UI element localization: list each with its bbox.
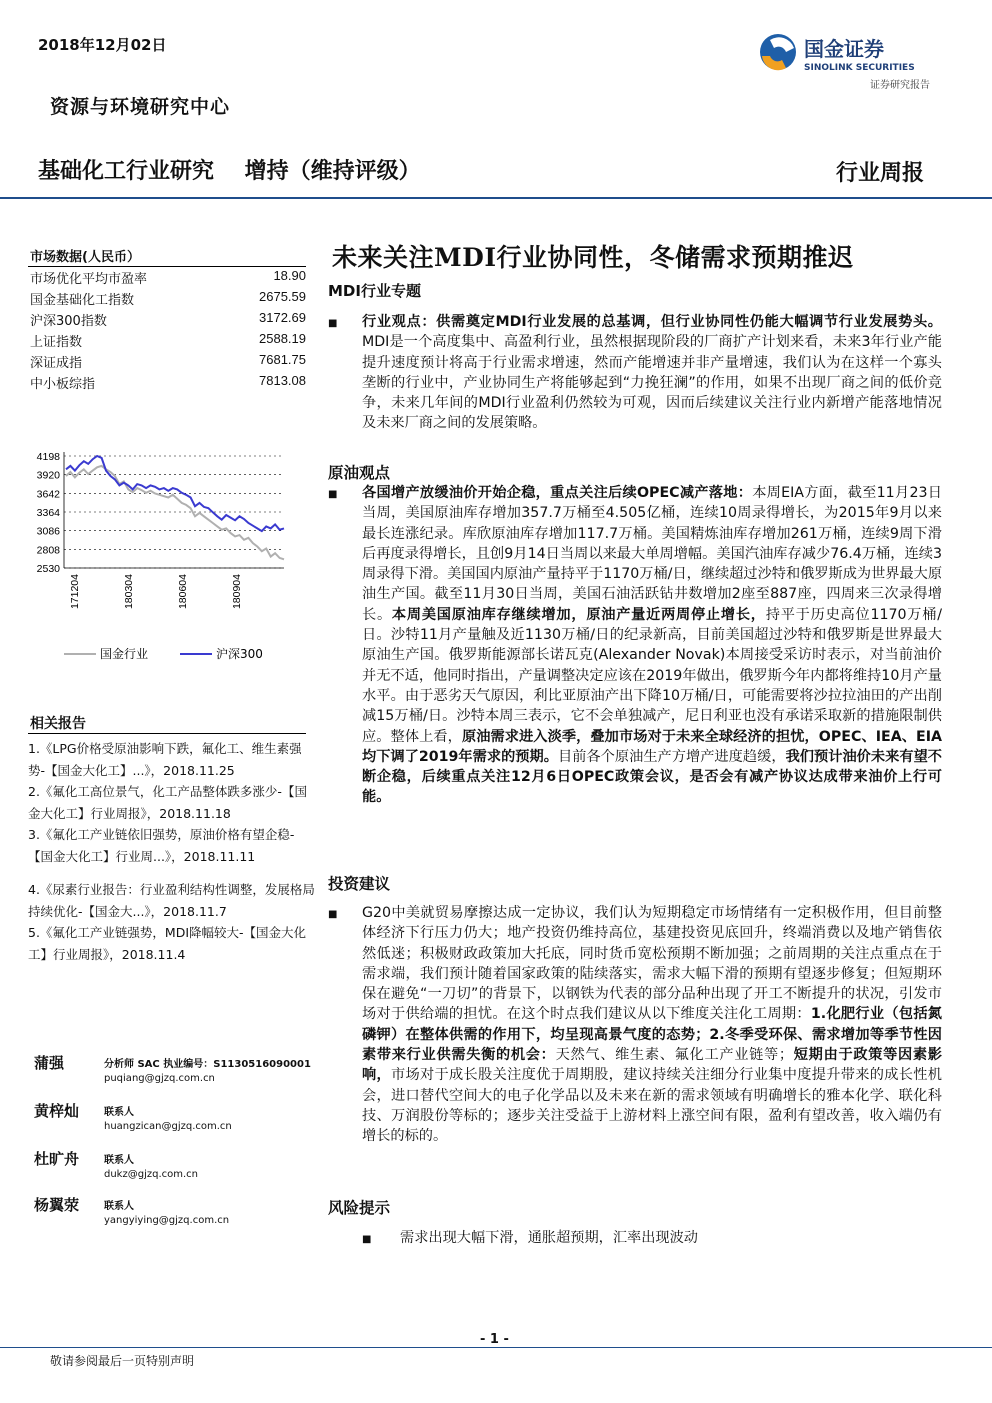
y-tick-label: 2808: [36, 544, 60, 557]
market-data-row: [30, 289, 306, 310]
bullet-icon: ■: [328, 318, 338, 329]
oil-bold-3: 原油需求进入淡季，叠加市场对于未来全球经济的担忧，OPEC、IEA、EIA均下调了2019年需求的预期。: [362, 728, 942, 765]
oil-text-3: 目前各个原油生产方增产进度趋缓，: [557, 748, 786, 765]
related-report-item[interactable]: 5.《氟化工产业链强势，MDI降幅较大-【国金大化工】行业周报》，2018.11.4: [28, 925, 307, 962]
series-line-0: [66, 466, 284, 559]
oil-view-paragraph: [328, 483, 943, 808]
logo-en-text: SINOLINK SECURITIES: [804, 63, 915, 73]
index-line-chart: [28, 440, 310, 680]
industry-view-lead: 行业观点：供需奠定MDI行业发展的总基调，但行业协同性仍能大幅调节行业发展势头。: [362, 314, 942, 330]
page-number: - 1 -: [480, 1332, 509, 1347]
y-tick-label: 3920: [36, 469, 60, 482]
report-date: 2018年12月02日: [38, 36, 167, 54]
report-subhead: MDI行业专题: [328, 282, 421, 300]
y-tick-label: 3642: [36, 488, 60, 501]
legend-label: 沪深300: [216, 647, 263, 661]
analyst-name: 杜旷舟: [34, 1150, 80, 1168]
y-tick-label: 3086: [36, 525, 60, 538]
market-data-divider: [28, 266, 306, 267]
section-invest-title: 投资建议: [328, 875, 391, 893]
analyst-role: 联系人: [104, 1155, 134, 1166]
x-tick-label: 180304: [123, 574, 135, 610]
y-tick-label: 2530: [36, 563, 60, 575]
section-oil-title: 原油观点: [328, 464, 391, 482]
invest-paragraph: [328, 903, 942, 1147]
oil-text-2: 持平于历史高位1170万桶/日。沙特11月产量触及近1130万桶/日的纪录新高，目前美国超过沙特和俄罗斯是世界最大原油生产国。俄罗斯能源部长诺瓦克(Alexander Novak)本周接受采访时表示，对当前油价并无不适，他同时指出，产量调整决定应该在2019年做出，俄罗斯今年内都将维持10月产量水平。由于恶劣天气原因，利比亚原油产出下降10万桶/日，可能需要将沙拉拉油田的产出削减15万桶/日。沙特本周三表示，它不会单独减产，尼日利亚也没有承诺采取新的措施限制供应。整体上看，: [362, 606, 942, 745]
logo-cn-text: 国金证券: [804, 37, 884, 61]
analyst-info: [104, 1058, 311, 1086]
report-type: 行业周报: [836, 160, 925, 186]
y-tick-label: 3364: [36, 507, 60, 519]
risk-text: 需求出现大幅下滑，通胀超预期，汇率出现波动: [400, 1230, 698, 1246]
analyst-role: 联系人: [104, 1201, 134, 1212]
analyst-info: [104, 1106, 232, 1134]
analyst-role: 联系人: [104, 1107, 134, 1118]
analyst-email[interactable]: huangzican@gjzq.com.cn: [104, 1121, 232, 1132]
report-headline: 未来关注MDI行业协同性，冬储需求预期推迟: [332, 243, 854, 272]
market-data-label: 市场优化平均市盈率: [30, 272, 148, 287]
related-reports-title: 相关报告: [30, 716, 86, 732]
related-report-item[interactable]: 4.《尿素行业报告：行业盈利结构性调整，发展格局持续优化-【国金大...》，2018.11.7: [28, 882, 315, 919]
invest-text-2: 天然气、维生素、氟化工产业链等；: [555, 1047, 794, 1064]
related-report-item[interactable]: 1.《LPG价格受原油影响下跌，氟化工、维生素强势-【国金大化工】...》，2018.11.25: [28, 741, 302, 778]
invest-bold-2: 短期由于政策等因素影响，: [362, 1047, 942, 1084]
analyst-email[interactable]: dukz@gjzq.com.cn: [104, 1169, 198, 1180]
market-data-label: 深证成指: [30, 356, 83, 371]
market-data-row: [30, 268, 306, 289]
header-divider: [0, 197, 992, 199]
y-tick-label: 4198: [36, 451, 60, 463]
oil-bold-4: 我们预计油价未来有望不断企稳，后续重点关注12月6日OPEC政策会议，是否会有减产协议达成带来油价上行可能。: [362, 748, 942, 806]
market-data-value: 2588.19: [259, 331, 306, 346]
market-data-row: [30, 310, 306, 331]
market-data-value: 18.90: [273, 268, 306, 283]
analyst-name: 蒲强: [34, 1054, 65, 1072]
industry-title: 基础化工行业研究 增持（维持评级）: [38, 159, 421, 184]
market-data-label: 上证指数: [30, 335, 83, 350]
market-data-row: [30, 331, 306, 352]
x-tick-label: 180604: [177, 574, 189, 610]
invest-text-3: 市场对于成长股关注度优于周期股，建议持续关注细分行业集中度提升带来的成长性机会，进口替代空间大的电子化学品以及未来在新的需求领域有明确增长的雅本化学、联化科技、万润股份等标的；逐步关注受益于上游材料上涨空间有限，盈利有望改善，收入端仍有增长的标的。: [362, 1067, 942, 1145]
analyst-role: 分析师 SAC 执业编号：S1130516090001: [104, 1059, 311, 1070]
analyst-info: [104, 1154, 198, 1182]
related-report-item[interactable]: 3.《氟化工产业链依旧强势，原油价格有望企稳-【国金大化工】行业周...》，2018.11.11: [28, 827, 295, 864]
market-data-value: 2675.59: [259, 289, 306, 304]
analyst-email[interactable]: puqiang@gjzq.com.cn: [104, 1073, 215, 1084]
x-tick-label: 180904: [231, 574, 243, 610]
footer-divider: [0, 1347, 992, 1348]
industry-view-text: MDI是一个高度集中、高盈利行业，虽然根据现阶段的厂商扩产计划来看，未来3年行业产能提升速度预计将高于行业需求增速，然而产能增速并非产量增速，我们认为在这样一个寡头垄断的行业中，产业协同生产将能够起到“力挽狂澜”的作用，如果不出现厂商之间的低价竞争，未来几年间的MDI行业盈利仍然较为可观，因而后续建议关注行业内新增产能落地情况及未来厂商之间的发展策略。: [362, 334, 942, 432]
legend-label: 国金行业: [100, 647, 149, 661]
bullet-icon: ■: [328, 489, 338, 500]
market-data-label: 沪深300指数: [30, 314, 107, 329]
bullet-icon: ■: [362, 1234, 372, 1245]
logo-subtitle: 证券研究报告: [870, 80, 930, 91]
market-data-value: 3172.69: [259, 310, 306, 325]
analyst-name: 黄梓灿: [34, 1102, 80, 1120]
market-data-label: 国金基础化工指数: [30, 293, 135, 308]
oil-text-1: 本周EIA方面，截至11月23日当周，美国原油库存增加357.7万桶至4.505亿桶，连续10周录得增长，为2015年9月以来最长连涨纪录。库欣原油库存增加117.7万桶。美国精炼油库存增加261万桶，连续9周下滑后再度录得增长，且创9月14日当周以来最大单周增幅。美国汽油库存减少76.4万桶，连续3周录得下滑。美国国内原油产量持平于1170万桶/日，继续超过沙特和俄罗斯成为世界最大原油生产国。截至11月30日当周，美国石油活跃钻井数增加2座至887座，四周来三次录得增长。: [362, 485, 943, 623]
analyst-name: 杨翼荥: [34, 1196, 80, 1214]
market-data-row: [30, 373, 306, 394]
market-data-value: 7681.75: [259, 352, 306, 367]
oil-bold-2: 本周美国原油库存继续增加，原油产量近两周停止增长，: [391, 606, 766, 623]
market-data-title: 市场数据(人民币）: [30, 250, 140, 265]
footer-disclaimer: 敬请参阅最后一页特别声明: [50, 1354, 195, 1368]
market-data-value: 7813.08: [259, 373, 306, 388]
related-reports-divider: [28, 733, 306, 734]
oil-lead: 各国增产放缓油价开始企稳，重点关注后续OPEC减产落地：: [362, 485, 753, 501]
research-center-name: 资源与环境研究中心: [50, 96, 231, 118]
analyst-info: [104, 1200, 229, 1228]
x-tick-label: 171204: [69, 574, 81, 610]
section-risk-title: 风险提示: [328, 1199, 391, 1217]
analyst-email[interactable]: yangyiying@gjzq.com.cn: [104, 1215, 230, 1226]
market-data-label: 中小板综指: [30, 377, 96, 392]
industry-view-paragraph: [328, 312, 942, 434]
bullet-icon: ■: [328, 909, 338, 920]
invest-text-1: G20中美就贸易摩擦达成一定协议，我们认为短期稳定市场情绪有一定积极作用，但目前整体经济下行压力仍大；地产投资仍维持高位，基建投资见底回升，终端消费以及地产销售依然低迷；积极财政政策加大托底，同时货币宽松预期不断加强；之前周期的关注点重点在于需求端，我们预计随着国家政策的陆续落实，需求大幅下滑的预期有望逐步修复；但短期环保在避免“一刀切”的背景下，以钢铁为代表的部分品种出现了开工不断提升的状况，引发市场对于供给端的担忧。在这个时点我们建议从以下维度关注化工周期：: [362, 905, 942, 1023]
risk-paragraph: [362, 1228, 940, 1248]
invest-bold-1: 1.化肥行业（包括氮磷钾）在整体供需的作用下，均呈现高景气度的态势；2.冬季受环保、需求增加等季节性因素带来行业供需失衡的机会：: [362, 1006, 942, 1064]
related-report-item[interactable]: 2.《氟化工高位景气，化工产品整体跌多涨少-【国金大化工】行业周报》，2018.11.18: [28, 784, 307, 821]
market-data-row: [30, 352, 306, 373]
